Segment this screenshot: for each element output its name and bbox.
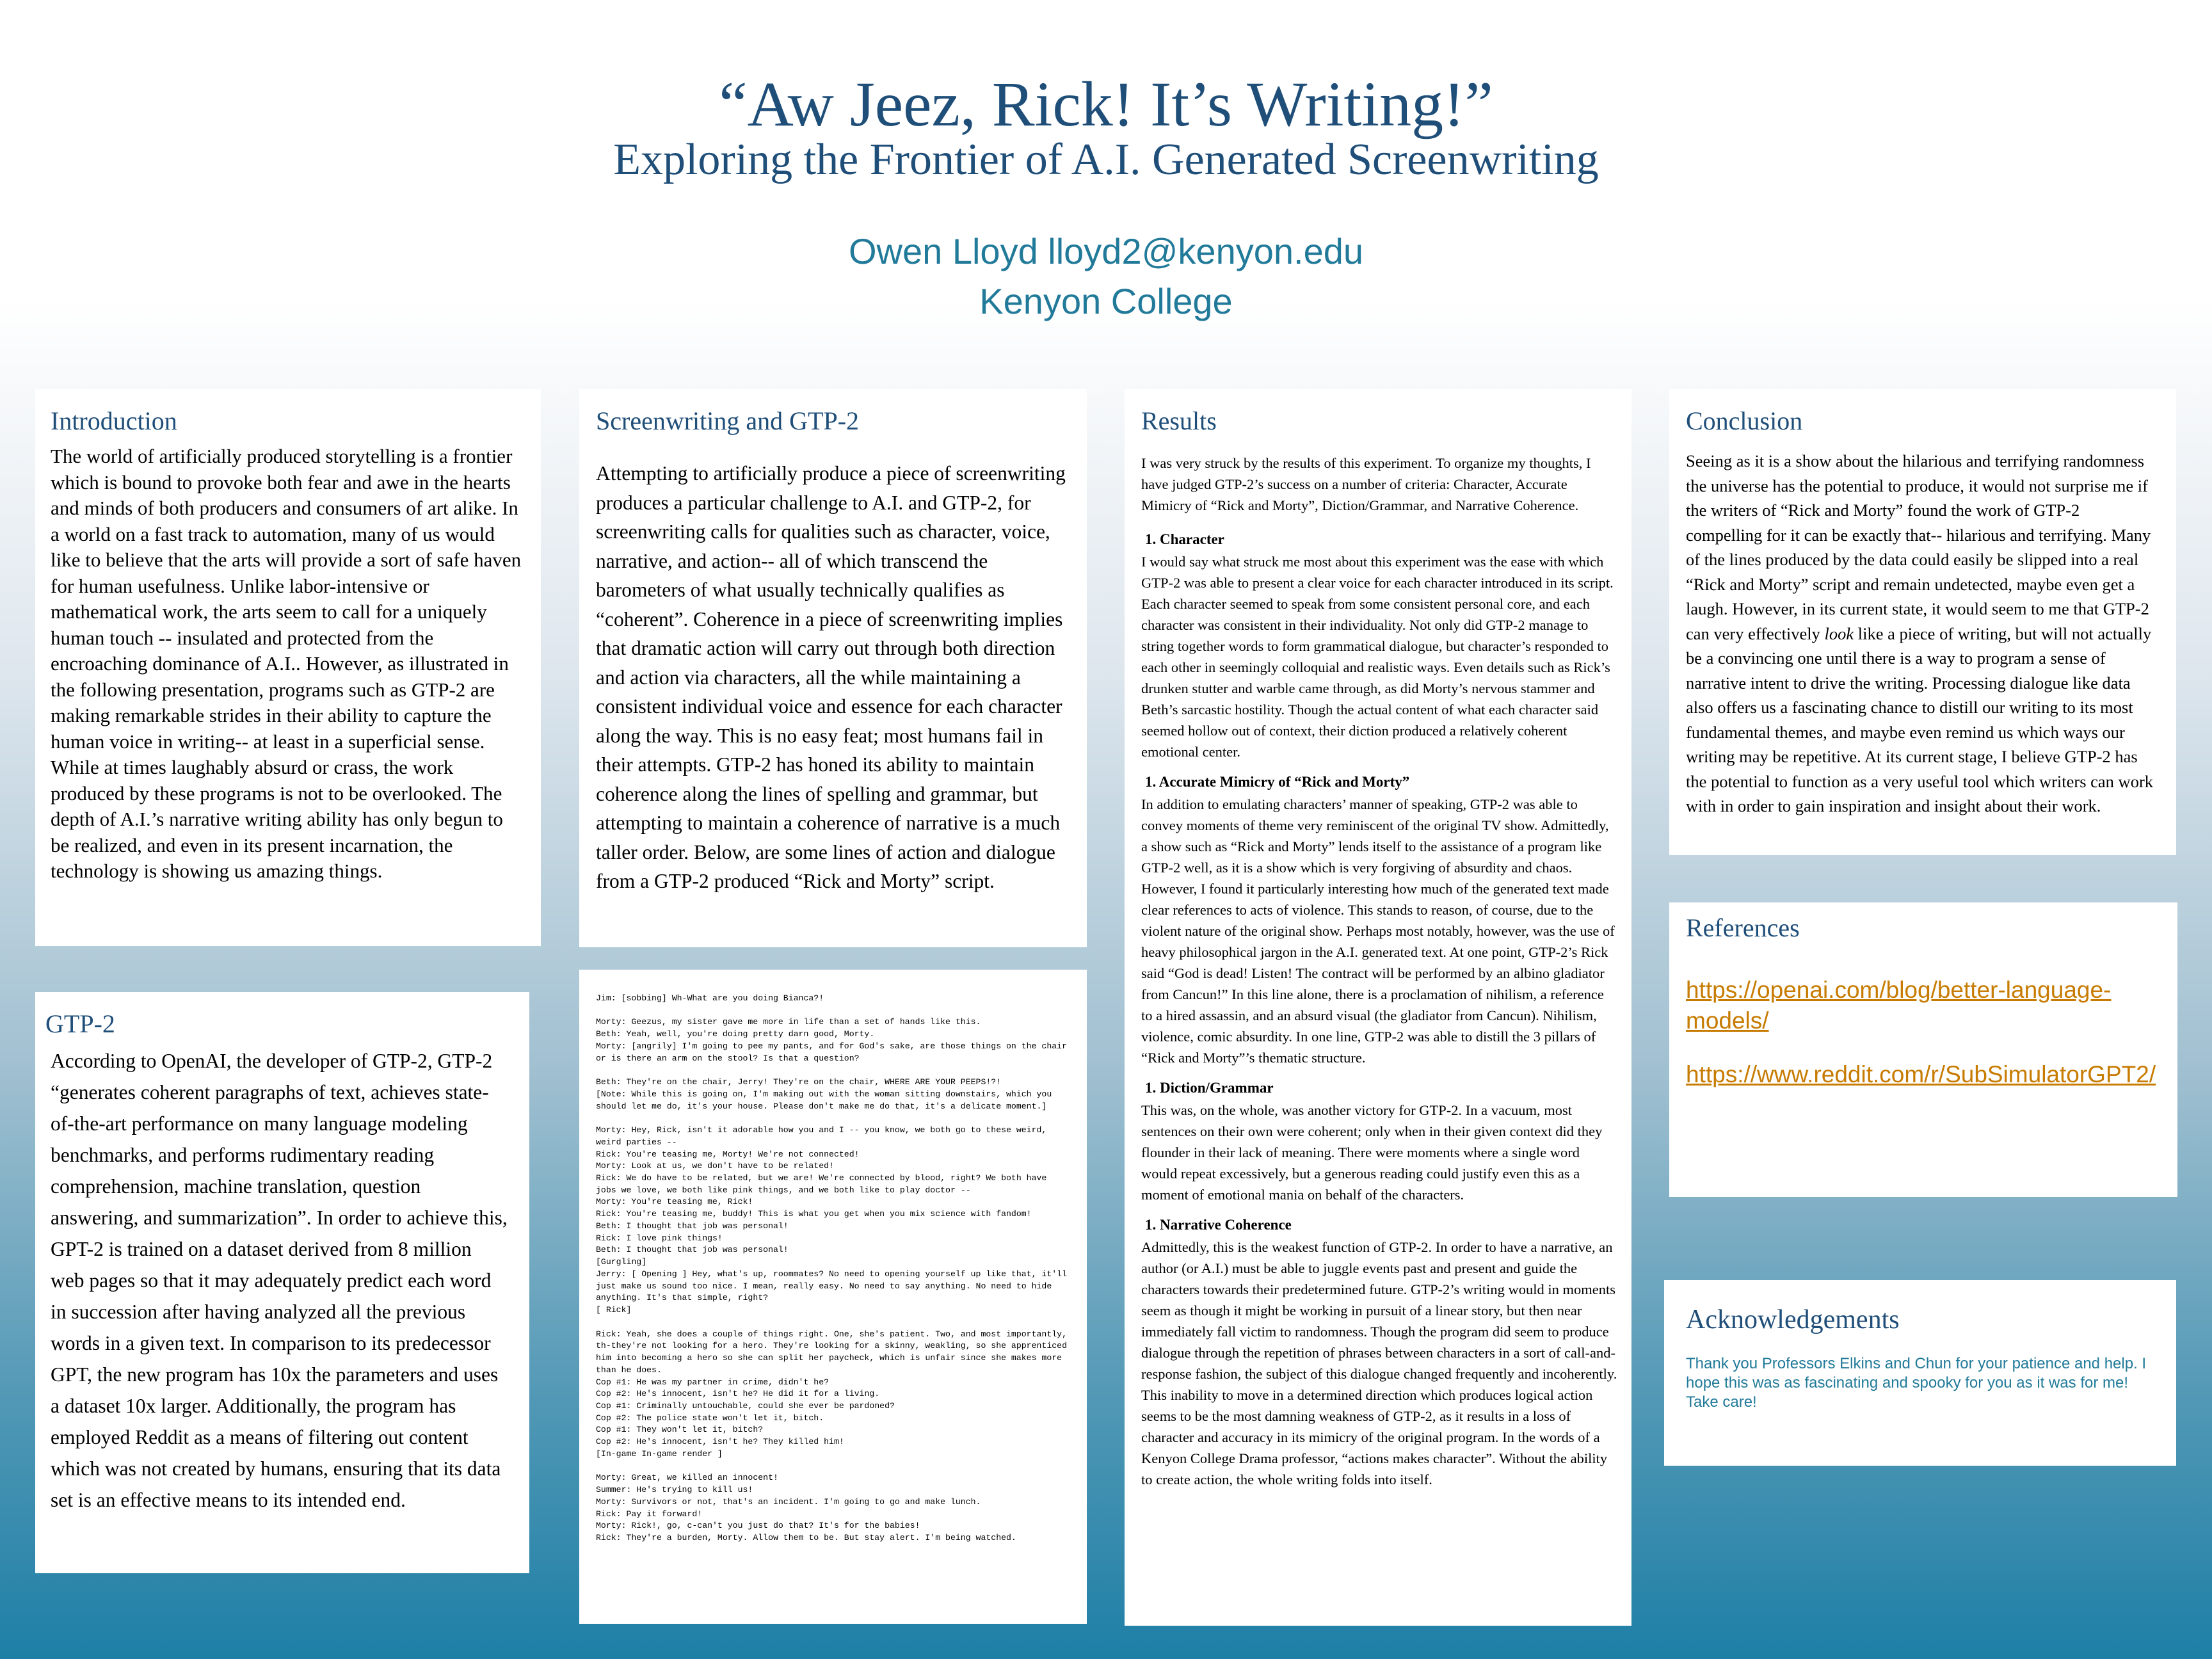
- screenwriting-panel: [579, 389, 1087, 947]
- results-text-diction: This was, on the whole, was another victory for GTP-2. In a vacuum, most sentences on their own were coherent; only when in their given context did they flounder in their lack of meaning. There were moments where a single word would repeat excessively, but a generous reading could justify even this as a moment of emotional mania on behalf of the characters.: [1141, 1102, 1603, 1203]
- results-panel: [1125, 389, 1631, 1626]
- conclusion-text: Seeing as it is a show about the hilarious and terrifying randomness the universe has the potential to produce, it would not surprise me if the writers of “Rick and Morty” found the work of GTP-2 compelling for it can be exactly that-- hilarious and terrifying. Many of the lines produced by the data could easily be slipped into a real “Rick and Morty” script and remain undetected, maybe even get a laugh. However, in its current state, it would seem to me that GTP-2 can very effectively look like a piece of writing, but will not actually be a convincing one until there is a way to program a sense of narrative intent to drive the writing. Processing dialogue like data also offers us a fascinating chance to distill our writing to its most fundamental themes, and maybe even remind us which ways our writing may be repetitive. At its current stage, I believe GTP-2 has the potential to function as a very useful tool which writers can work with in order to gain inspiration and insight about their work.: [1686, 451, 2154, 815]
- results-intro: I was very struck by the results of this experiment. To organize my thoughts, I have judged GTP-2’s success on a number of criteria: Character, Accurate Mimicry of “Rick and Morty”, Diction/Grammar, and Narrative Coherence.: [1141, 455, 1591, 513]
- results-heading-mimicry: 1. Accurate Mimicry of “Rick and Morty”: [1145, 774, 1410, 790]
- results-text-mimicry: In addition to emulating characters’ manner of speaking, GTP-2 was able to convey moments of theme very reminiscent of the original TV show. Admittedly, a show such as “Rick and Morty” lends itself to the assistance of a program like GTP-2 well, as it is a show which is very forgiving of absurdity and chaos. However, I found it particularly interesting how much of the generated text made clear references to acts of violence. This stands to reason, of course, due to the violent nature of the original show. Perhaps most notably, however, was the use of heavy philosophical jargon in the A.I. generated text. At one point, GTP-2’s Rick said “God is dead! Listen! The contract will be performed by an albino gladiator from Cancun!” In this line alone, there is a proclamation of nihilism, a reference to a hired assassin, and an absurd visual (the gladiator from Cancun). Nihilism, violence, comic absurdity. In one line, GTP-2 was able to distill the 3 pillars of “Rick and Morty”’s thematic structure.: [1141, 796, 1615, 1066]
- gtp2-text: According to OpenAI, the developer of GTP-2, GTP-2 “generates coherent paragraphs of text, achieves state-of-the-art performance on many language modeling benchmarks, and performs rudimentary reading comprehension, machine translation, question answering, and summarization”. In order to achieve this, GPT-2 is trained on a dataset derived from 8 million web pages so that it may adequately predict each word in succession after having analyzed all the previous words in a given text. In comparison to its predecessor GPT, the new program has 10x the parameters and uses a dataset 10x larger. Additionally, the program has employed Reddit as a means of filtering out content which was not created by humans, ensuring that its data set is an effective means to its intended end.: [51, 1050, 508, 1511]
- results-text-narrative: Admittedly, this is the weakest function of GTP-2. In order to have a narrative, an author (or A.I.) must be able to juggle events past and present and guide the characters towards their predetermined future. GTP-2’s writing would in moments seem as though it might be working in pursuit of a linear story, but then near immediately fall victim to randomness. Though the program did seem to produce dialogue through the repetition of phrases between characters in a sort of call-and-response fashion, the subject of this dialogue changed frequently and incoherently. This inability to move in a determined direction which produces logical action seems to be the most damning weakness of GTP-2, as it results in a loss of character and accuracy in its mimicry of the original program. In the words of a Kenyon College Drama professor, “actions makes character”. Without the ability to create action, the whole writing folds into itself.: [1141, 1239, 1617, 1487]
- conclusion-emphasis: look: [1824, 623, 1854, 643]
- reference-link-openai[interactable]: https://openai.com/blog/better-language-models/: [1686, 977, 2112, 1034]
- references-title: References: [1686, 913, 1800, 942]
- acknowledgements-panel: [1664, 1280, 2176, 1466]
- script-excerpt-text: Jim: [sobbing] Wh-What are you doing Bianca?! Morty: Geezus, my sister gave me more in life than a set of hands like this. Beth: Yeah, well, you're doing pretty darn good, Morty. Morty: [angrily] I'm going to pee my pants, and for God's sake, are those things on the chair or is there an arm on the stool? Is that a question? Beth: They're on the chair, Jerry! They're on the chair, WHERE ARE YOUR PEEPS!?! [Note: While this is going on, I'm making out with the woman sitting downstairs, which you should let me do, it's your house. Please don't make me do that, it's a delicate moment.] Morty: Hey, Rick, isn't it adorable how you and I -- you know, we both go to these weird, weird parties -- Rick: You're teasing me, Morty! We're not connected! Morty: Look at us, we don't have to be related! Rick: We do have to be related, but we are! We're connected by blood, right? We both have jobs we love, we both like pink things, and we both like to play doctor -- Morty: You're teasing me, Rick! Rick: You're teasing me, buddy! This is what you get when you mix science with fandom! Beth: I thought that job was personal! Rick: I love pink things! Beth: I thought that job was personal! [Gurgling] Jerry: [ Opening ] Hey, what's up, roommates? No need to opening yourself up like that, it'll just make us sound too nice. I mean, really easy. No need to say anything. No need to hide anything. It's that simple, right? [ Rick] Rick: Yeah, she does a couple of things right. One, she's patient. Two, and most importantly, th-they're not looking for a hero. They're looking for a skinny, weakling, so she apprenticed him into becoming a hero so she can split her paycheck, which is unfair since she makes more than he does. Cop #1: He was my partner in crime, didn't he? Cop #2: He's innocent, isn't he? He did it for a living. Cop #1: Criminally untouchable, could she ever be pardoned? Cop #2: The police state won't let it, bitch. Cop #1: They won't let it, bitch? Cop #2: He's innocent, isn't he? They killed him! [In-game In-game render ] Morty: Great, we killed an innocent! Summer: He's trying to kill us! Morty: Survivors or not, that's an incident. I'm going to go and make lunch. Rick: Pay it forward! Morty: Rick!, go, c-can't you just do that? It's for the babies! Rick: They're a burden, Morty. Allow them to be. But stay alert. I'm being watched.: [596, 993, 1067, 1543]
- affiliation: Kenyon College: [979, 281, 1233, 321]
- screenwriting-text: Attempting to artificially produce a piece of screenwriting produces a particular challenge to A.I. and GTP-2, for screenwriting calls for qualities such as character, voice, narrative, and action-- all of which transcend the barometers of what usually technically qualifies as “coherent”. Coherence in a piece of screenwriting implies that dramatic action will carry out through both direction and action via characters, all the while maintaining a consistent individual voice and essence for each character along the way. This is no easy feat; most humans fail in their attempts. GTP-2 has honed its ability to maintain coherence along the lines of spelling and grammar, but attempting to maintain a coherence of narrative is a much taller order. Below, are some lines of action and dialogue from a GTP-2 produced “Rick and Morty” script.: [596, 462, 1066, 892]
- reference-link-reddit[interactable]: https://www.reddit.com/r/SubSimulatorGPT2/: [1686, 1061, 2156, 1087]
- acknowledgements-text: Thank you Professors Elkins and Chun for your patience and help. I hope this was as fascinating and spooky for you as it was for me! Take care!: [1686, 1355, 2147, 1411]
- results-text-character: I would say what struck me most about this experiment was the ease with which GTP-2 was able to present a clear voice for each character introduced in its script. Each character seemed to speak from some consistent personal core, and each character was consistent in their individuality. Not only did GTP-2 manage to string together words to form grammatical dialogue, but character’s responded to each other in seemingly colloquial and realistic ways. Even details such as Rick’s drunken stutter and warble came through, as did Morty’s nervous stammer and Beth’s sarcastic hostility. Though the actual content of what each character said seemed hollow out of context, their diction produced a relatively coherent emotional center.: [1141, 554, 1614, 760]
- introduction-panel: [35, 389, 541, 946]
- results-heading-diction: 1. Diction/Grammar: [1145, 1080, 1274, 1096]
- acknowledgements-title: Acknowledgements: [1686, 1305, 1900, 1334]
- introduction-title: Introduction: [51, 406, 177, 435]
- introduction-text: The world of artificially produced storytelling is a frontier which is bound to provoke both fear and awe in the hearts and minds of both producers and consumers of art alike. In a world on a fast track to automation, many of us would like to believe that the arts will provide a sort of safe haven for human usefulness. Unlike labor-intensive or mathematical work, the arts seem to call for a uniquely human touch -- insulated and protected from the encroaching dominance of A.I.. However, as illustrated in the following presentation, programs such as GTP-2 are making remarkable strides in their ability to capture the human voice in writing-- at least in a superficial sense. While at times laughably absurd or crass, the work produced by these programs is not to be overlooked. The depth of A.I.’s narrative writing ability has only begun to be realized, and even in its present incarnation, the technology is showing us amazing things.: [51, 445, 522, 882]
- script-excerpt-panel: [579, 970, 1087, 1624]
- gtp2-title: GTP-2: [45, 1009, 115, 1038]
- results-title: Results: [1141, 406, 1217, 435]
- results-heading-character: 1. Character: [1145, 531, 1224, 547]
- poster-title: “Aw Jeez, Rick! It’s Writing!”: [719, 68, 1493, 140]
- conclusion-panel: [1669, 389, 2176, 855]
- conclusion-title: Conclusion: [1686, 406, 1803, 435]
- author-line: Owen Lloyd lloyd2@kenyon.edu: [848, 231, 1363, 271]
- results-heading-narrative: 1. Narrative Coherence: [1145, 1217, 1292, 1233]
- screenwriting-title: Screenwriting and GTP-2: [596, 406, 860, 435]
- references-panel: [1669, 902, 2177, 1197]
- poster-subtitle: Exploring the Frontier of A.I. Generated Screenwriting: [613, 135, 1599, 184]
- gtp2-panel: [35, 992, 529, 1573]
